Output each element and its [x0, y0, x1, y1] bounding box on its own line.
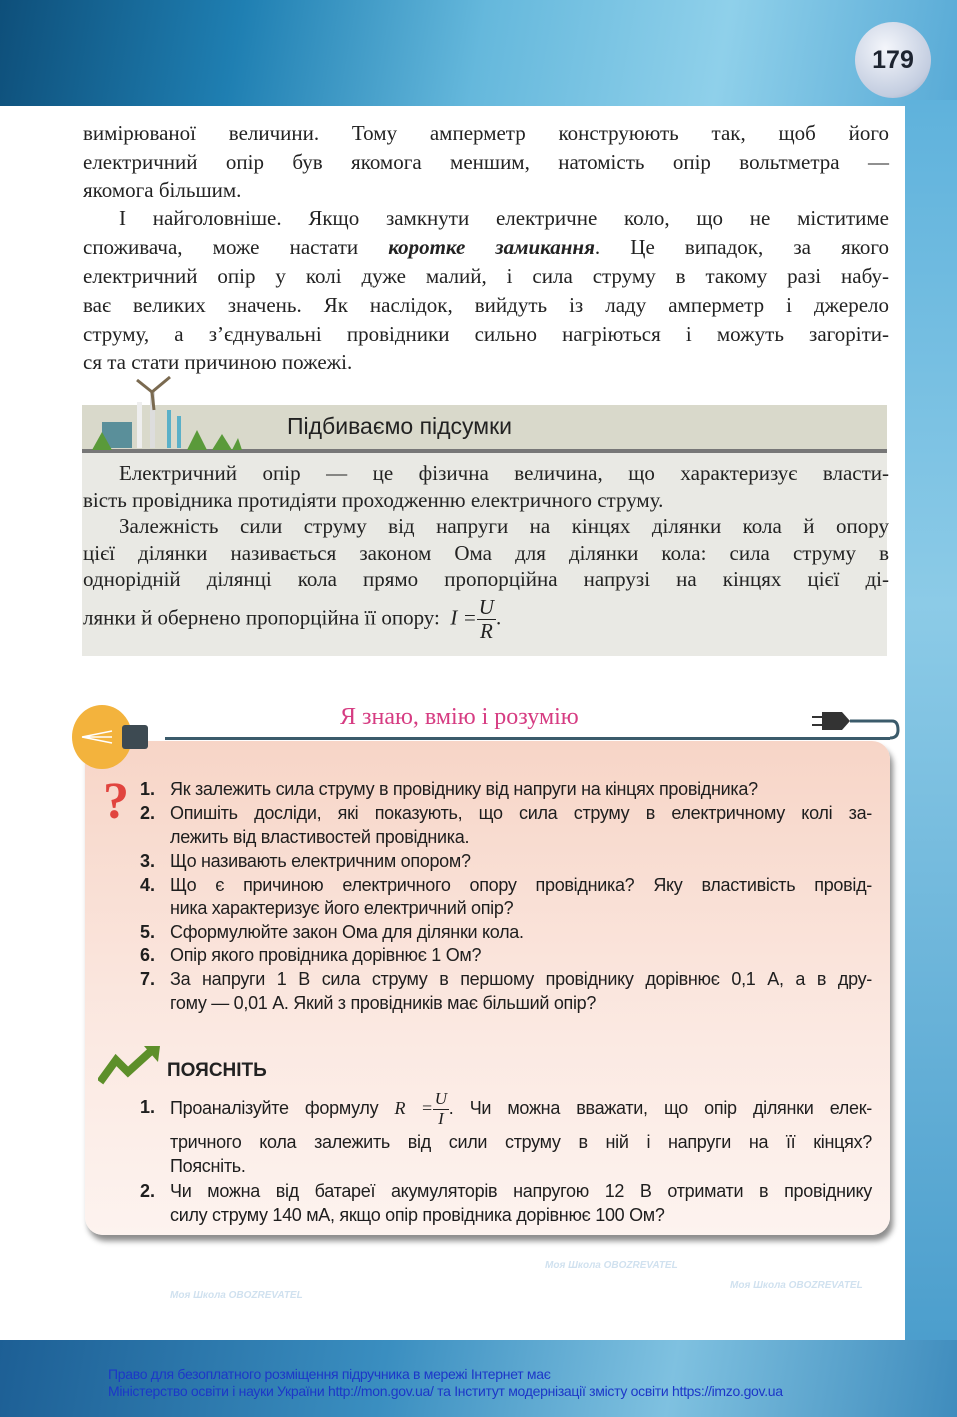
text-line: вимірюваної величини. Тому амперметр конструюють так, щоб його — [83, 121, 889, 145]
electric-plug-icon — [812, 708, 900, 748]
text-line: електричний опір був якомога меншим, натомість опір вольтметра — — [83, 150, 889, 174]
watermark: Моя Школа OBOZREVATEL — [730, 1280, 863, 1291]
question-number: 6. — [140, 945, 156, 965]
summary-line: Електричний опір — це фізична величина, що характеризує власти- — [119, 461, 889, 485]
question-line: Опір якого провідника дорівнює 1 Ом? — [170, 945, 482, 965]
formula-lhs: R = — [394, 1098, 433, 1118]
question-number: 3. — [140, 851, 156, 871]
text: . Чи можна вважати, що опір ділянки елек- — [448, 1098, 872, 1118]
question-line: ника характеризує його електричний опір? — [170, 898, 514, 918]
text: . — [495, 605, 502, 630]
formula-numerator: U — [478, 595, 494, 619]
formula-denominator: I — [438, 1108, 444, 1128]
text-line — [83, 235, 889, 260]
question-line: За напруги 1 В сила струму в першому провіднику дорівнює 0,1 А, а в дру- — [170, 969, 872, 989]
term-short-circuit: коротке замикання — [388, 235, 595, 259]
question-line: Поясніть. — [170, 1156, 246, 1176]
text: . Це випадок, за якого — [594, 235, 889, 259]
formula-numerator: U — [434, 1089, 447, 1109]
wind-turbine-factory-icon — [92, 372, 242, 450]
question-line: лежить від властивостей провідника. — [170, 827, 470, 847]
header-banner — [0, 0, 957, 106]
text-line: ся та стати причиною пожежі. — [83, 350, 353, 374]
text-line: струму, а з’єднувальні провідники сильно нагріються і можуть загоріти- — [83, 322, 889, 346]
question-number: 2. — [140, 803, 156, 823]
question-number: 5. — [140, 922, 156, 942]
text-line: електричний опір у колі дуже малий, і сила струму в такому разі набу- — [83, 264, 889, 288]
text: лянки й обернено пропорційна її опору: — [83, 605, 440, 630]
side-banner — [905, 100, 957, 1360]
formula-fraction — [433, 1090, 449, 1128]
text: споживача, може настати — [83, 235, 389, 259]
question-number: 1. — [140, 779, 156, 799]
formula-lhs: I = — [450, 605, 477, 630]
question-number: 2. — [140, 1181, 156, 1201]
question-line: Чи можна від батареї акумуляторів напругою 12 В отримати в провіднику — [170, 1181, 872, 1201]
question-number: 1. — [140, 1097, 156, 1117]
light-bulb-icon — [72, 703, 152, 771]
summary-title: Підбиваємо підсумки — [287, 413, 513, 439]
text-line: І найголовніше. Якщо замкнути електричне коло, що не міститиме — [119, 206, 889, 230]
summary-line — [83, 596, 889, 643]
question-line: Як залежить сила струму в провіднику від напруги на кінцях провідника? — [170, 779, 758, 799]
explain-title: ПОЯСНІТЬ — [167, 1060, 267, 1081]
question-number: 7. — [140, 969, 156, 989]
summary-line: однорідній ділянці кола прямо пропорційна напрузі на кінцях цієї ді- — [83, 567, 889, 591]
watermark: Моя Школа OBOZREVATEL — [170, 1290, 303, 1301]
zigzag-arrow-icon — [98, 1046, 160, 1086]
question-number: 4. — [140, 875, 156, 895]
summary-line: цієї ділянки називається законом Ома для ділянки кола: сила струму в — [83, 541, 889, 565]
summary-line: Залежність сили струму від напруги на кінцях ділянки кола й опору — [119, 514, 889, 538]
page-number: 179 — [855, 22, 931, 98]
question-line: гому — 0,01 А. Який з провідників має більший опір? — [170, 993, 597, 1013]
question-line: Опишіть досліди, які показують, що сила струму в електричному колі за- — [170, 803, 872, 823]
wire-divider — [165, 737, 890, 740]
formula-denominator: R — [479, 619, 493, 644]
question-line — [170, 1086, 872, 1130]
question-mark-icon: ? — [103, 773, 129, 830]
question-line: тричного кола залежить від сили струму в ній і напруги на її кінцях? — [170, 1132, 872, 1152]
questions-title: Я знаю, вмію і розумію — [340, 704, 579, 730]
question-line: Що є причиною електричного опору провідника? Яку властивість провід- — [170, 875, 872, 895]
text-line: якомога більшим. — [83, 178, 242, 202]
text-line: ває великих значень. Як наслідок, вийдуть із ладу амперметр і джерело — [83, 293, 889, 317]
question-line: Що називають електричним опором? — [170, 851, 471, 871]
watermark: Моя Школа OBOZREVATEL — [545, 1260, 678, 1271]
footer-line: Міністерство освіти і науки України http://mon.gov.ua/ та Інститут модернізації змісту освіти https://imzo.gov.ua — [108, 1383, 783, 1399]
question-line: Сформулюйте закон Ома для ділянки кола. — [170, 922, 524, 942]
footer-line: Право для безоплатного розміщення підручника в мережі Інтернет має — [108, 1366, 551, 1382]
formula-fraction — [477, 596, 496, 643]
summary-line: вість провідника протидіяти проходженню електричного струму. — [83, 488, 664, 512]
question-line: силу струму 140 мА, якщо опір провідника дорівнює 100 Ом? — [170, 1205, 665, 1225]
text: Проаналізуйте формулу — [170, 1098, 379, 1118]
